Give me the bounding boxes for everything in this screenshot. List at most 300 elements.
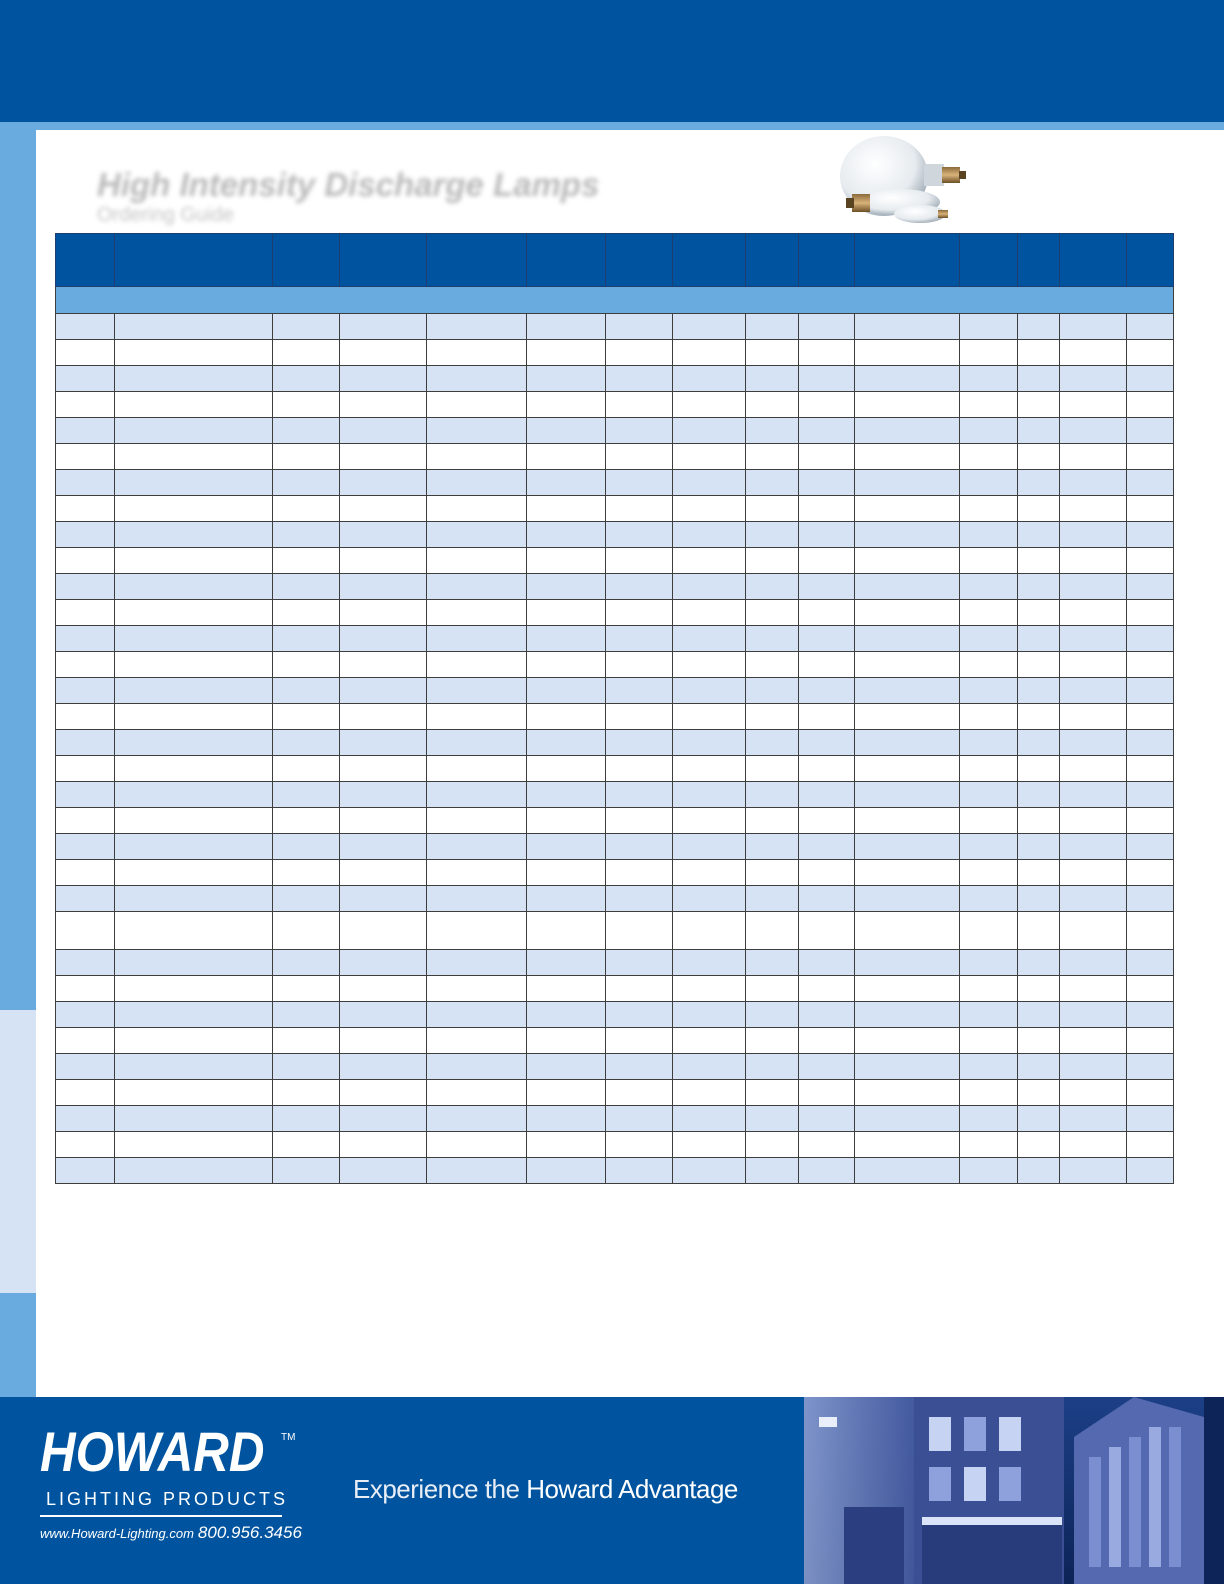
table-row bbox=[56, 678, 1174, 704]
table-cell bbox=[339, 652, 426, 678]
table-cell bbox=[959, 574, 1018, 600]
table-cell bbox=[959, 730, 1018, 756]
table-cell bbox=[1018, 1054, 1059, 1080]
left-side-bar bbox=[0, 130, 36, 1010]
table-cell bbox=[114, 1028, 273, 1054]
table-cell bbox=[273, 912, 340, 950]
table-cell bbox=[426, 1028, 526, 1054]
trademark-mark: TM bbox=[281, 1432, 296, 1443]
table-cell bbox=[426, 834, 526, 860]
table-cell bbox=[672, 366, 745, 392]
table-cell bbox=[339, 950, 426, 976]
table-cell bbox=[854, 730, 959, 756]
table-cell bbox=[114, 1106, 273, 1132]
table-cell bbox=[606, 678, 673, 704]
table-cell bbox=[339, 756, 426, 782]
tagline-prefix: Experience the bbox=[353, 1474, 520, 1504]
table-cell bbox=[1018, 366, 1059, 392]
table-cell bbox=[526, 652, 606, 678]
table-cell bbox=[959, 1132, 1018, 1158]
table-cell bbox=[1059, 950, 1127, 976]
table-cell bbox=[526, 574, 606, 600]
table-cell bbox=[799, 522, 855, 548]
table-cell bbox=[799, 340, 855, 366]
table-cell bbox=[606, 522, 673, 548]
table-cell bbox=[426, 574, 526, 600]
table-cell bbox=[854, 600, 959, 626]
table-cell bbox=[854, 834, 959, 860]
website-link[interactable]: www.Howard-Lighting.com bbox=[40, 1526, 194, 1541]
table-cell bbox=[799, 912, 855, 950]
table-cell bbox=[799, 366, 855, 392]
table-cell bbox=[114, 808, 273, 834]
table-cell bbox=[339, 704, 426, 730]
table-cell bbox=[1059, 1080, 1127, 1106]
table-cell bbox=[959, 860, 1018, 886]
table-cell bbox=[426, 626, 526, 652]
table-cell bbox=[959, 626, 1018, 652]
column-header-9 bbox=[745, 234, 799, 287]
table-cell bbox=[672, 912, 745, 950]
table-cell bbox=[745, 1054, 799, 1080]
table-cell bbox=[745, 418, 799, 444]
table-cell bbox=[1018, 1028, 1059, 1054]
contact-line bbox=[40, 1523, 302, 1543]
table-cell bbox=[672, 314, 745, 340]
table-cell bbox=[1127, 340, 1174, 366]
table-cell bbox=[1018, 652, 1059, 678]
table-cell bbox=[959, 808, 1018, 834]
table-cell bbox=[799, 1106, 855, 1132]
table-cell bbox=[606, 976, 673, 1002]
table-cell bbox=[1018, 756, 1059, 782]
table-cell bbox=[526, 730, 606, 756]
table-cell bbox=[672, 548, 745, 574]
table-cell bbox=[959, 600, 1018, 626]
table-cell bbox=[745, 1132, 799, 1158]
table-cell bbox=[745, 950, 799, 976]
table-row bbox=[56, 340, 1174, 366]
column-header-12 bbox=[959, 234, 1018, 287]
table-cell bbox=[1018, 976, 1059, 1002]
table-cell bbox=[56, 574, 115, 600]
table-cell bbox=[799, 548, 855, 574]
table-cell bbox=[606, 756, 673, 782]
table-cell bbox=[1059, 496, 1127, 522]
table-cell bbox=[1059, 1002, 1127, 1028]
table-cell bbox=[114, 366, 273, 392]
table-cell bbox=[1127, 834, 1174, 860]
table-cell bbox=[959, 366, 1018, 392]
table-cell bbox=[606, 652, 673, 678]
table-cell bbox=[672, 678, 745, 704]
table-cell bbox=[672, 1054, 745, 1080]
table-cell bbox=[1059, 548, 1127, 574]
table-cell bbox=[672, 1002, 745, 1028]
table-cell bbox=[114, 418, 273, 444]
column-header-8 bbox=[672, 234, 745, 287]
table-cell bbox=[672, 470, 745, 496]
table-cell bbox=[672, 976, 745, 1002]
table-cell bbox=[799, 1002, 855, 1028]
table-cell bbox=[114, 496, 273, 522]
table-row bbox=[56, 886, 1174, 912]
column-header-15 bbox=[1127, 234, 1174, 287]
table-cell bbox=[745, 626, 799, 652]
table-cell bbox=[426, 496, 526, 522]
table-cell bbox=[672, 626, 745, 652]
table-cell bbox=[606, 912, 673, 950]
phone-number: 800.956.3456 bbox=[197, 1523, 302, 1542]
table-cell bbox=[1059, 1132, 1127, 1158]
table-cell bbox=[273, 678, 340, 704]
table-cell bbox=[273, 834, 340, 860]
table-cell bbox=[606, 340, 673, 366]
table-cell bbox=[672, 600, 745, 626]
table-cell bbox=[56, 600, 115, 626]
table-row bbox=[56, 1158, 1174, 1184]
table-cell bbox=[1059, 314, 1127, 340]
table-cell bbox=[959, 912, 1018, 950]
top-banner bbox=[0, 0, 1224, 122]
table-cell bbox=[114, 834, 273, 860]
left-side-bar-lower bbox=[0, 1293, 36, 1397]
table-row bbox=[56, 1054, 1174, 1080]
table-cell bbox=[526, 678, 606, 704]
table-cell bbox=[273, 548, 340, 574]
table-cell bbox=[339, 1132, 426, 1158]
table-cell bbox=[1127, 1132, 1174, 1158]
table-cell bbox=[606, 704, 673, 730]
table-cell bbox=[114, 730, 273, 756]
table-cell bbox=[426, 782, 526, 808]
table-cell bbox=[114, 652, 273, 678]
table-cell bbox=[56, 392, 115, 418]
table-cell bbox=[1059, 418, 1127, 444]
table-cell bbox=[273, 730, 340, 756]
table-cell bbox=[1059, 976, 1127, 1002]
table-cell bbox=[56, 548, 115, 574]
table-cell bbox=[959, 392, 1018, 418]
table-cell bbox=[526, 600, 606, 626]
table-cell bbox=[273, 444, 340, 470]
table-cell bbox=[606, 392, 673, 418]
table-cell bbox=[1127, 730, 1174, 756]
table-cell bbox=[799, 626, 855, 652]
table-cell bbox=[1127, 418, 1174, 444]
table-cell bbox=[1059, 1028, 1127, 1054]
table-cell bbox=[1127, 392, 1174, 418]
table-cell bbox=[526, 886, 606, 912]
table-cell bbox=[526, 1002, 606, 1028]
table-cell bbox=[854, 1158, 959, 1184]
table-cell bbox=[1127, 1158, 1174, 1184]
table-cell bbox=[114, 756, 273, 782]
table-cell bbox=[114, 976, 273, 1002]
table-cell bbox=[273, 1054, 340, 1080]
table-cell bbox=[1018, 470, 1059, 496]
table-cell bbox=[672, 652, 745, 678]
table-cell bbox=[56, 626, 115, 652]
table-cell bbox=[56, 1028, 115, 1054]
table-cell bbox=[1127, 1028, 1174, 1054]
page-subtitle: Ordering Guide bbox=[97, 204, 234, 226]
table-cell bbox=[745, 730, 799, 756]
table-cell bbox=[606, 548, 673, 574]
table-cell bbox=[672, 1106, 745, 1132]
table-cell bbox=[606, 470, 673, 496]
table-cell bbox=[273, 418, 340, 444]
table-cell bbox=[1059, 652, 1127, 678]
table-cell bbox=[745, 808, 799, 834]
column-header-3 bbox=[273, 234, 340, 287]
table-cell bbox=[1018, 912, 1059, 950]
table-cell bbox=[606, 730, 673, 756]
table-cell bbox=[1127, 574, 1174, 600]
table-cell bbox=[56, 522, 115, 548]
table-cell bbox=[426, 1080, 526, 1106]
table-cell bbox=[1018, 548, 1059, 574]
table-cell bbox=[745, 574, 799, 600]
table-cell bbox=[1059, 756, 1127, 782]
logo-divider bbox=[40, 1515, 282, 1517]
table-cell bbox=[959, 782, 1018, 808]
table-cell bbox=[1059, 470, 1127, 496]
table-cell bbox=[1059, 782, 1127, 808]
table-cell bbox=[606, 1002, 673, 1028]
table-cell bbox=[745, 548, 799, 574]
table-cell bbox=[606, 314, 673, 340]
table-cell bbox=[1059, 912, 1127, 950]
table-row bbox=[56, 834, 1174, 860]
table-cell bbox=[1127, 1106, 1174, 1132]
table-cell bbox=[426, 808, 526, 834]
table-cell bbox=[526, 782, 606, 808]
table-cell bbox=[526, 496, 606, 522]
table-header-row bbox=[56, 234, 1174, 287]
table-cell bbox=[56, 782, 115, 808]
table-cell bbox=[426, 1132, 526, 1158]
table-row bbox=[56, 548, 1174, 574]
table-cell bbox=[606, 950, 673, 976]
table-cell bbox=[273, 574, 340, 600]
table-cell bbox=[526, 340, 606, 366]
table-cell bbox=[526, 626, 606, 652]
table-cell bbox=[959, 1158, 1018, 1184]
table-cell bbox=[426, 470, 526, 496]
table-row bbox=[56, 1106, 1174, 1132]
table-cell bbox=[799, 704, 855, 730]
table-cell bbox=[273, 1080, 340, 1106]
table-cell bbox=[606, 1028, 673, 1054]
table-cell bbox=[273, 782, 340, 808]
table-cell bbox=[799, 782, 855, 808]
table-cell bbox=[672, 782, 745, 808]
logo-subtitle: LIGHTING PRODUCTS bbox=[46, 1489, 289, 1509]
table-row bbox=[56, 1002, 1174, 1028]
table-cell bbox=[1018, 626, 1059, 652]
table-cell bbox=[1127, 652, 1174, 678]
table-cell bbox=[526, 976, 606, 1002]
table-cell bbox=[799, 392, 855, 418]
table-cell bbox=[426, 314, 526, 340]
table-row bbox=[56, 574, 1174, 600]
table-cell bbox=[1127, 444, 1174, 470]
table-cell bbox=[854, 886, 959, 912]
table-cell bbox=[273, 314, 340, 340]
table-cell bbox=[745, 782, 799, 808]
table-cell bbox=[959, 548, 1018, 574]
table-cell bbox=[339, 1054, 426, 1080]
table-cell bbox=[339, 574, 426, 600]
table-cell bbox=[1059, 730, 1127, 756]
table-cell bbox=[672, 886, 745, 912]
table-cell bbox=[959, 834, 1018, 860]
table-cell bbox=[56, 314, 115, 340]
table-cell bbox=[339, 976, 426, 1002]
table-cell bbox=[854, 314, 959, 340]
table-cell bbox=[672, 1080, 745, 1106]
table-cell bbox=[854, 1002, 959, 1028]
table-cell bbox=[114, 444, 273, 470]
table-cell bbox=[339, 808, 426, 834]
table-cell bbox=[273, 808, 340, 834]
table-cell bbox=[799, 496, 855, 522]
table-cell bbox=[1018, 418, 1059, 444]
table-cell bbox=[854, 366, 959, 392]
table-row bbox=[56, 392, 1174, 418]
table-cell bbox=[56, 418, 115, 444]
table-row bbox=[56, 366, 1174, 392]
table-cell bbox=[1018, 1158, 1059, 1184]
table-cell bbox=[526, 1132, 606, 1158]
table-cell bbox=[745, 1002, 799, 1028]
table-cell bbox=[1127, 496, 1174, 522]
table-cell bbox=[854, 522, 959, 548]
table-cell bbox=[526, 704, 606, 730]
table-cell bbox=[56, 1054, 115, 1080]
table-cell bbox=[1059, 444, 1127, 470]
table-cell bbox=[56, 808, 115, 834]
table-cell bbox=[426, 976, 526, 1002]
table-cell bbox=[426, 730, 526, 756]
table-cell bbox=[273, 1106, 340, 1132]
section-label bbox=[56, 287, 1174, 314]
table-cell bbox=[854, 860, 959, 886]
tagline-emphasis: Howard Advantage bbox=[526, 1474, 738, 1504]
table-cell bbox=[56, 976, 115, 1002]
table-cell bbox=[56, 340, 115, 366]
table-cell bbox=[959, 1002, 1018, 1028]
table-cell bbox=[273, 600, 340, 626]
table-cell bbox=[1059, 860, 1127, 886]
table-cell bbox=[339, 314, 426, 340]
table-cell bbox=[1127, 626, 1174, 652]
table-cell bbox=[672, 340, 745, 366]
table-cell bbox=[526, 1054, 606, 1080]
table-cell bbox=[526, 366, 606, 392]
table-cell bbox=[959, 976, 1018, 1002]
table-cell bbox=[745, 522, 799, 548]
table-cell bbox=[426, 678, 526, 704]
column-header-6 bbox=[526, 234, 606, 287]
lamp-ordering-table bbox=[55, 233, 1174, 1184]
column-header-11 bbox=[854, 234, 959, 287]
table-cell bbox=[273, 1028, 340, 1054]
table-cell bbox=[1127, 314, 1174, 340]
table-cell bbox=[426, 704, 526, 730]
table-cell bbox=[1018, 600, 1059, 626]
table-cell bbox=[854, 626, 959, 652]
table-cell bbox=[1018, 1002, 1059, 1028]
table-cell bbox=[959, 340, 1018, 366]
table-cell bbox=[526, 522, 606, 548]
table-cell bbox=[959, 886, 1018, 912]
table-cell bbox=[526, 950, 606, 976]
table-cell bbox=[959, 418, 1018, 444]
table-cell bbox=[339, 1106, 426, 1132]
table-cell bbox=[273, 950, 340, 976]
table-cell bbox=[1018, 1132, 1059, 1158]
table-cell bbox=[606, 782, 673, 808]
table-cell bbox=[606, 366, 673, 392]
table-section-row bbox=[56, 287, 1174, 314]
table-cell bbox=[745, 600, 799, 626]
table-cell bbox=[672, 1132, 745, 1158]
table-cell bbox=[799, 860, 855, 886]
table-cell bbox=[339, 366, 426, 392]
column-header-13 bbox=[1018, 234, 1059, 287]
column-header-1 bbox=[56, 234, 115, 287]
table-cell bbox=[56, 470, 115, 496]
table-cell bbox=[854, 950, 959, 976]
table-cell bbox=[854, 704, 959, 730]
table-cell bbox=[745, 704, 799, 730]
table-cell bbox=[799, 950, 855, 976]
table-cell bbox=[606, 1132, 673, 1158]
table-row bbox=[56, 756, 1174, 782]
table-cell bbox=[606, 418, 673, 444]
table-cell bbox=[114, 1054, 273, 1080]
table-cell bbox=[339, 678, 426, 704]
table-cell bbox=[854, 678, 959, 704]
table-cell bbox=[56, 366, 115, 392]
table-cell bbox=[114, 574, 273, 600]
table-cell bbox=[799, 652, 855, 678]
table-cell bbox=[1018, 860, 1059, 886]
table-cell bbox=[854, 652, 959, 678]
table-cell bbox=[745, 1080, 799, 1106]
table-row bbox=[56, 314, 1174, 340]
table-cell bbox=[1127, 756, 1174, 782]
table-cell bbox=[799, 314, 855, 340]
table-cell bbox=[959, 652, 1018, 678]
table-cell bbox=[672, 756, 745, 782]
table-cell bbox=[1059, 600, 1127, 626]
table-cell bbox=[114, 950, 273, 976]
table-cell bbox=[745, 314, 799, 340]
table-cell bbox=[799, 1054, 855, 1080]
table-row bbox=[56, 522, 1174, 548]
table-cell bbox=[526, 860, 606, 886]
table-cell bbox=[1018, 522, 1059, 548]
table-cell bbox=[339, 912, 426, 950]
table-cell bbox=[854, 782, 959, 808]
buildings-photo bbox=[804, 1397, 1224, 1584]
table-cell bbox=[339, 418, 426, 444]
table-row bbox=[56, 808, 1174, 834]
table-cell bbox=[854, 340, 959, 366]
